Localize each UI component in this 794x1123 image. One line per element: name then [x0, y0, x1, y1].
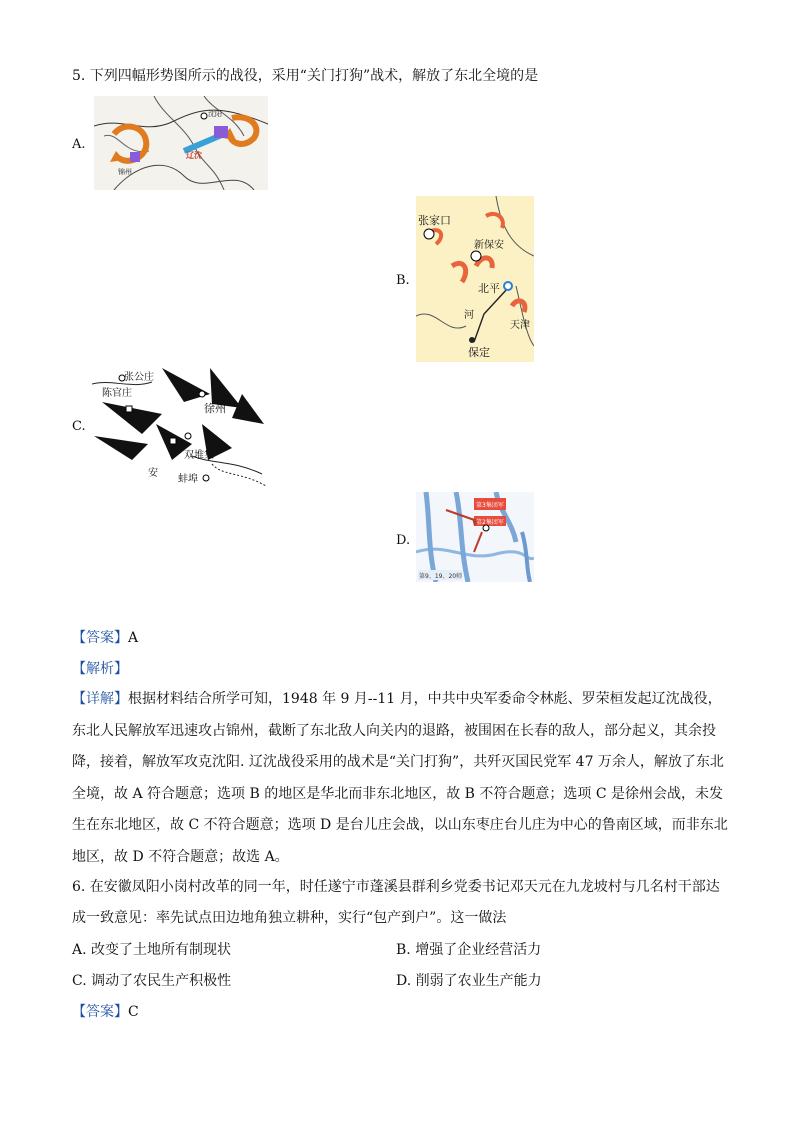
- question-5-stem: 5. 下列四幅形势图所示的战役，采用“关门打狗”战术，解放了东北全境的是: [72, 68, 539, 84]
- map-b-label-he: 河: [464, 310, 474, 321]
- detail-text: 根据材料结合所学可知，1948 年 9 月--11 月，中共中央军委命令林彪、罗荣桓发起辽沈战役，东北人民解放军迅速攻占锦州，截断了东北敌人向关内的退路，被围困在长春的敌人，部分起义，其余投降，接着，解放军攻克沈阳. 辽沈战役采用的战术是“关门打狗”，共歼灭国民党军 47 万余人，解放了东北全境，故 A 符合题意；选项 B 的地区是华北而非东北地区，故 B 不符合题意；选项 C 是徐州会战，未发生在东北地区，故 C 不符合题意；选项 D 是台儿庄会战，以山东枣庄台儿庄为中心的鲁南区域，而非东北地区，故 D 不符合题意；故选 A。: [72, 691, 728, 865]
- map-c-label-zhanggongzhuang: 张公庄: [124, 372, 154, 383]
- question-6-option-b: B. 增强了企业经营活力: [396, 942, 542, 958]
- question-6-stem-line2: 成一致意见：率先试点田边地角独立耕种，实行“包产到户”。这一做法: [72, 910, 507, 926]
- map-taierzhuang: [416, 492, 534, 582]
- map-d-label-3rd-army: 第3集团军: [476, 502, 504, 509]
- map-pingjin: [416, 196, 534, 362]
- analysis-tag: 【解析】: [72, 661, 128, 677]
- answer-5-tag: 【答案】: [72, 630, 128, 646]
- map-a-label-shenyang: 沈阳: [208, 110, 222, 118]
- detail-tag: 【详解】: [72, 691, 128, 707]
- map-huaihai-figure: [92, 364, 266, 486]
- map-taierzhuang-figure: [416, 492, 534, 582]
- map-d-label-divisions: 第9、19、20师: [419, 573, 463, 580]
- option-d-label: D.: [396, 533, 411, 548]
- option-c-label: C.: [72, 419, 86, 434]
- map-b-label-tianjin: 天津: [510, 320, 530, 331]
- map-a-label-jinzhou: 锦州: [118, 168, 132, 176]
- map-c-label-chenguanzhuang: 陈官庄: [102, 388, 132, 399]
- detail-paragraph: [72, 684, 732, 873]
- question-6-stem-line1: 6. 在安徽凤阳小岗村改革的同一年，时任遂宁市蓬溪县群利乡党委书记邓天元在九龙坡村与几名村干部达: [72, 879, 720, 895]
- answer-6-tag: 【答案】: [72, 1004, 128, 1020]
- answer-5-value: A: [128, 630, 139, 646]
- map-huaihai: [92, 364, 266, 486]
- map-a-label-liaoshen: 辽沈: [186, 151, 202, 160]
- map-b-label-zhangjiakou: 张家口: [418, 214, 451, 227]
- answer-6: [72, 1002, 139, 1022]
- map-b-label-baoding: 保定: [468, 346, 490, 359]
- answer-6-value: C: [128, 1004, 139, 1020]
- map-b-label-xinbaoan: 新保安: [474, 240, 504, 251]
- map-b-label-beiping: 北平: [478, 282, 500, 295]
- question-6-option-c: C. 调动了农民生产积极性: [72, 973, 232, 989]
- map-liaoshen: [94, 96, 268, 190]
- map-liaoshen-figure: [94, 96, 268, 190]
- map-c-label-bengbu: 蚌埠: [178, 474, 198, 485]
- map-d-label-2nd-army: 第2集团军: [476, 519, 504, 526]
- question-6-option-a: A. 改变了土地所有制现状: [72, 942, 232, 958]
- option-a-label: A.: [72, 137, 86, 152]
- option-b-label: B.: [396, 273, 410, 288]
- map-pingjin-figure: [416, 196, 534, 362]
- map-c-label-an: 安: [148, 468, 158, 479]
- question-6-option-d: D. 削弱了农业生产能力: [396, 973, 542, 989]
- answer-5: [72, 628, 138, 648]
- map-c-label-xuzhou: 徐州: [204, 402, 226, 415]
- map-c-label-shuangduiji: 双堆集: [184, 450, 214, 461]
